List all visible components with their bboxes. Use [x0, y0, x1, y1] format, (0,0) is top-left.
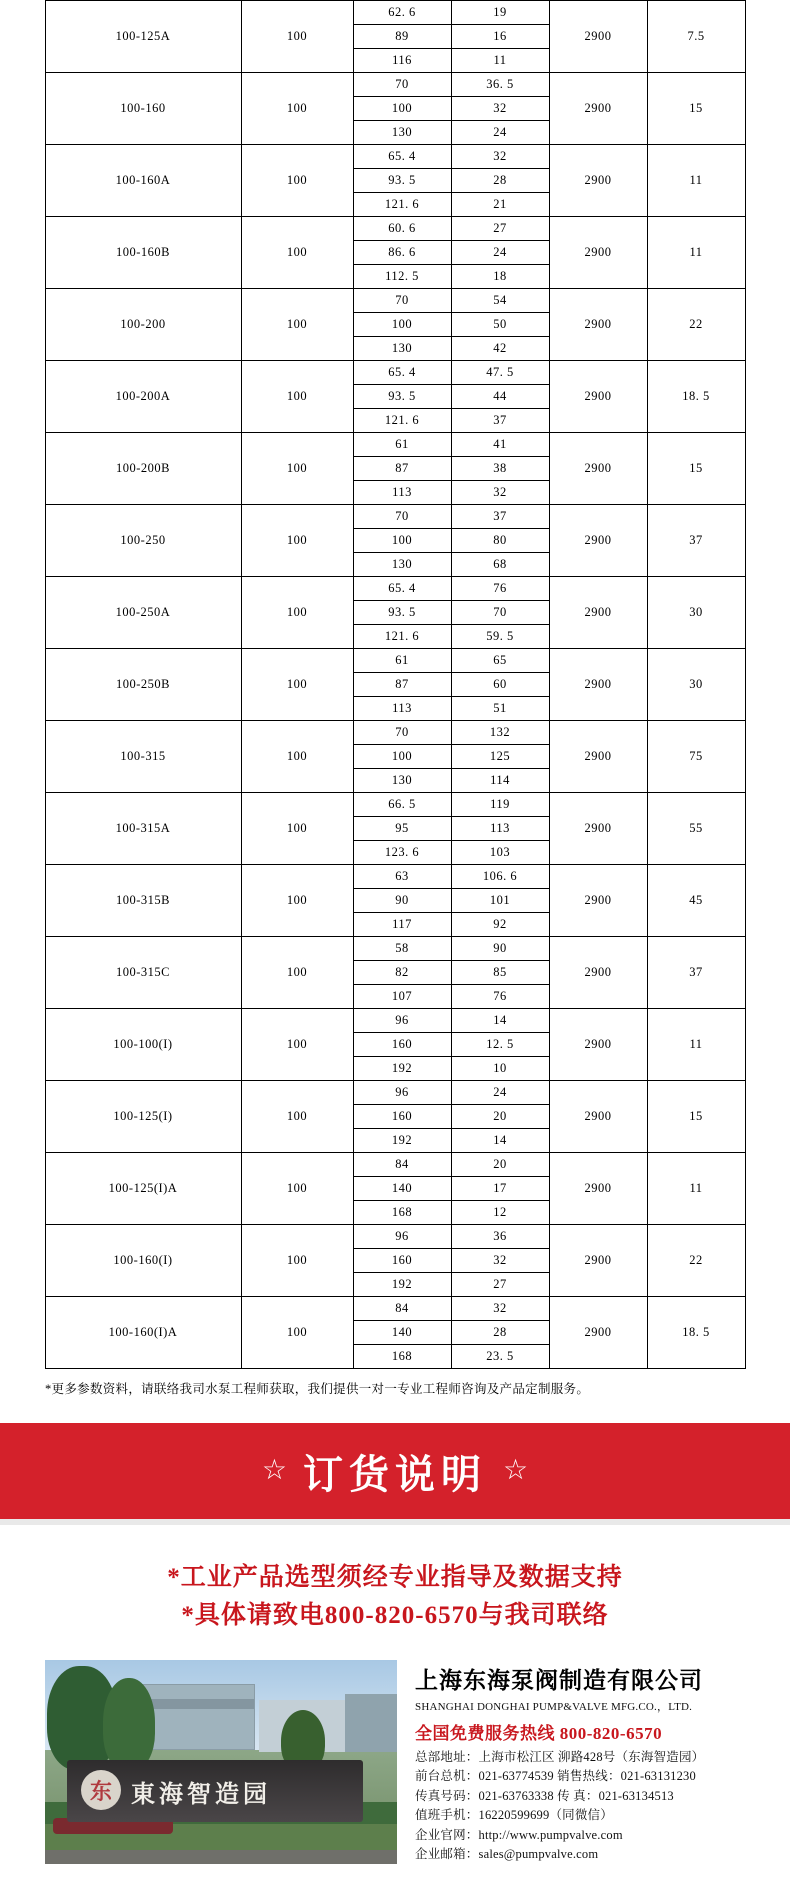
- cell-power: 7.5: [647, 1, 745, 73]
- cell-flow: 95: [353, 817, 451, 841]
- cell-head: 14: [451, 1129, 549, 1153]
- cell-head: 14: [451, 1009, 549, 1033]
- cell-flow: 168: [353, 1201, 451, 1225]
- cell-power: 30: [647, 649, 745, 721]
- cell-rpm: 2900: [549, 361, 647, 433]
- table-row: [45, 937, 745, 961]
- cell-flow: 70: [353, 73, 451, 97]
- cell-flow: 86. 6: [353, 241, 451, 265]
- cell-flow: 140: [353, 1177, 451, 1201]
- star-icon-left: ☆: [261, 1455, 287, 1486]
- cell-power: 22: [647, 289, 745, 361]
- cell-model: 100-250: [45, 505, 241, 577]
- cell-diameter: 100: [241, 217, 353, 289]
- cell-model: 100-125(I): [45, 1081, 241, 1153]
- cell-flow: 192: [353, 1129, 451, 1153]
- cell-diameter: 100: [241, 1009, 353, 1081]
- cell-model: 100-125A: [45, 1, 241, 73]
- cell-diameter: 100: [241, 505, 353, 577]
- cell-head: 85: [451, 961, 549, 985]
- table-row: [45, 649, 745, 673]
- cell-head: 132: [451, 721, 549, 745]
- cell-flow: 96: [353, 1225, 451, 1249]
- cell-model: 100-315B: [45, 865, 241, 937]
- cell-head: 17: [451, 1177, 549, 1201]
- cell-head: 16: [451, 25, 549, 49]
- cell-head: 113: [451, 817, 549, 841]
- cell-head: 18: [451, 265, 549, 289]
- cell-rpm: 2900: [549, 865, 647, 937]
- cell-diameter: 100: [241, 433, 353, 505]
- cell-head: 80: [451, 529, 549, 553]
- table-row: [45, 1, 745, 25]
- cell-flow: 100: [353, 529, 451, 553]
- cell-model: 100-250B: [45, 649, 241, 721]
- cell-flow: 113: [353, 481, 451, 505]
- cell-model: 100-125(I)A: [45, 1153, 241, 1225]
- company-contact-line: 值班手机：16220599699（同微信）: [415, 1808, 613, 1823]
- cell-flow: 121. 6: [353, 193, 451, 217]
- cell-power: 11: [647, 217, 745, 289]
- company-name-en: SHANGHAI DONGHAI PUMP&VALVE MFG.CO.，LTD.: [415, 1701, 693, 1713]
- company-contact-lines: [415, 1748, 745, 1864]
- cell-model: 100-315C: [45, 937, 241, 1009]
- cell-power: 30: [647, 577, 745, 649]
- cell-model: 100-100(I): [45, 1009, 241, 1081]
- cell-flow: 66. 5: [353, 793, 451, 817]
- cell-flow: 93. 5: [353, 385, 451, 409]
- table-row: [45, 361, 745, 385]
- cell-head: 114: [451, 769, 549, 793]
- company-info: [415, 1660, 745, 1864]
- photo-building-right: [345, 1694, 397, 1752]
- table-row: [45, 145, 745, 169]
- cell-rpm: 2900: [549, 505, 647, 577]
- table-row: [45, 1009, 745, 1033]
- company-hotline: 全国免费服务热线 800-820-6570: [415, 1724, 663, 1743]
- cell-diameter: 100: [241, 361, 353, 433]
- cell-head: 38: [451, 457, 549, 481]
- cell-head: 36: [451, 1225, 549, 1249]
- cell-diameter: 100: [241, 289, 353, 361]
- cell-diameter: 100: [241, 1, 353, 73]
- cell-flow: 100: [353, 745, 451, 769]
- cell-flow: 113: [353, 697, 451, 721]
- cell-power: 55: [647, 793, 745, 865]
- cell-head: 32: [451, 97, 549, 121]
- cell-model: 100-160A: [45, 145, 241, 217]
- cell-head: 20: [451, 1105, 549, 1129]
- cell-diameter: 100: [241, 1297, 353, 1369]
- cell-flow: 84: [353, 1297, 451, 1321]
- cell-head: 50: [451, 313, 549, 337]
- cell-rpm: 2900: [549, 1297, 647, 1369]
- cell-flow: 116: [353, 49, 451, 73]
- company-contact-line: 企业官网：http://www.pumpvalve.com: [415, 1827, 623, 1842]
- table-row: [45, 793, 745, 817]
- cell-diameter: 100: [241, 577, 353, 649]
- cell-flow: 96: [353, 1009, 451, 1033]
- cell-flow: 121. 6: [353, 625, 451, 649]
- cell-flow: 192: [353, 1057, 451, 1081]
- cell-head: 76: [451, 985, 549, 1009]
- cell-head: 103: [451, 841, 549, 865]
- cell-head: 70: [451, 601, 549, 625]
- cell-rpm: 2900: [549, 217, 647, 289]
- cell-head: 20: [451, 1153, 549, 1177]
- cell-head: 12: [451, 1201, 549, 1225]
- cell-diameter: 100: [241, 865, 353, 937]
- cell-head: 119: [451, 793, 549, 817]
- company-contact-line: 总部地址：上海市松江区 泖路428号（东海智造园）: [415, 1750, 705, 1764]
- table-row: [45, 1225, 745, 1249]
- cell-flow: 65. 4: [353, 145, 451, 169]
- cell-diameter: 100: [241, 721, 353, 793]
- cell-flow: 117: [353, 913, 451, 937]
- cell-rpm: 2900: [549, 577, 647, 649]
- cell-head: 23. 5: [451, 1345, 549, 1369]
- cell-flow: 60. 6: [353, 217, 451, 241]
- cell-head: 101: [451, 889, 549, 913]
- cell-head: 28: [451, 1321, 549, 1345]
- cell-power: 45: [647, 865, 745, 937]
- cell-flow: 87: [353, 457, 451, 481]
- banner-title: 订货说明: [303, 1451, 487, 1497]
- cell-model: 100-160(I): [45, 1225, 241, 1297]
- cell-model: 100-250A: [45, 577, 241, 649]
- order-notes: [0, 1525, 790, 1660]
- cell-head: 32: [451, 1297, 549, 1321]
- cell-flow: 140: [353, 1321, 451, 1345]
- cell-rpm: 2900: [549, 1081, 647, 1153]
- cell-flow: 130: [353, 121, 451, 145]
- cell-flow: 100: [353, 97, 451, 121]
- cell-head: 32: [451, 1249, 549, 1273]
- company-name-cn: 上海东海泵阀制造有限公司: [415, 1668, 703, 1693]
- cell-model: 100-315: [45, 721, 241, 793]
- cell-flow: 160: [353, 1033, 451, 1057]
- cell-rpm: 2900: [549, 793, 647, 865]
- cell-head: 41: [451, 433, 549, 457]
- cell-head: 44: [451, 385, 549, 409]
- photo-wall-text: 東海智造园: [131, 1782, 271, 1808]
- order-instructions-banner: [0, 1423, 790, 1519]
- cell-diameter: 100: [241, 1153, 353, 1225]
- table-row: [45, 289, 745, 313]
- cell-flow: 90: [353, 889, 451, 913]
- table-row: [45, 73, 745, 97]
- cell-flow: 63: [353, 865, 451, 889]
- cell-power: 18. 5: [647, 1297, 745, 1369]
- cell-power: 75: [647, 721, 745, 793]
- order-note-1: *工业产品选型须经专业指导及数据支持: [167, 1564, 623, 1591]
- company-logo-icon: 东: [81, 1770, 121, 1810]
- order-note-2: *具体请致电800-820-6570与我司联络: [181, 1601, 609, 1629]
- cell-head: 47. 5: [451, 361, 549, 385]
- cell-flow: 87: [353, 673, 451, 697]
- cell-flow: 84: [353, 1153, 451, 1177]
- cell-head: 125: [451, 745, 549, 769]
- company-contact-line: 前台总机：021-63774539 销售热线：021-63131230: [415, 1769, 696, 1784]
- cell-power: 37: [647, 937, 745, 1009]
- cell-model: 100-160B: [45, 217, 241, 289]
- cell-head: 37: [451, 505, 549, 529]
- cell-head: 65: [451, 649, 549, 673]
- table-row: [45, 577, 745, 601]
- cell-head: 11: [451, 49, 549, 73]
- cell-rpm: 2900: [549, 1009, 647, 1081]
- table-row: [45, 1297, 745, 1321]
- cell-head: 32: [451, 481, 549, 505]
- cell-diameter: 100: [241, 793, 353, 865]
- cell-rpm: 2900: [549, 649, 647, 721]
- cell-flow: 130: [353, 553, 451, 577]
- cell-flow: 61: [353, 649, 451, 673]
- cell-head: 24: [451, 121, 549, 145]
- cell-rpm: 2900: [549, 73, 647, 145]
- cell-head: 27: [451, 217, 549, 241]
- cell-head: 24: [451, 1081, 549, 1105]
- cell-flow: 123. 6: [353, 841, 451, 865]
- cell-rpm: 2900: [549, 937, 647, 1009]
- cell-rpm: 2900: [549, 1, 647, 73]
- cell-head: 37: [451, 409, 549, 433]
- cell-diameter: 100: [241, 1225, 353, 1297]
- cell-head: 19: [451, 1, 549, 25]
- cell-head: 32: [451, 145, 549, 169]
- table-row: [45, 1081, 745, 1105]
- table-footnote: *更多参数资料，请联络我司水泵工程师获取，我们提供一对一专业工程师咨询及产品定制服务。: [45, 1382, 590, 1396]
- cell-rpm: 2900: [549, 289, 647, 361]
- cell-head: 36. 5: [451, 73, 549, 97]
- cell-model: 100-200B: [45, 433, 241, 505]
- cell-flow: 93. 5: [353, 601, 451, 625]
- cell-flow: 160: [353, 1249, 451, 1273]
- cell-flow: 130: [353, 769, 451, 793]
- cell-head: 27: [451, 1273, 549, 1297]
- cell-power: 15: [647, 73, 745, 145]
- cell-flow: 160: [353, 1105, 451, 1129]
- cell-flow: 70: [353, 505, 451, 529]
- cell-power: 15: [647, 433, 745, 505]
- cell-rpm: 2900: [549, 145, 647, 217]
- table-row: [45, 217, 745, 241]
- cell-power: 37: [647, 505, 745, 577]
- cell-head: 10: [451, 1057, 549, 1081]
- cell-power: 22: [647, 1225, 745, 1297]
- table-row: [45, 505, 745, 529]
- photo-entrance-wall: [67, 1760, 363, 1822]
- cell-power: 11: [647, 1153, 745, 1225]
- cell-flow: 70: [353, 721, 451, 745]
- cell-diameter: 100: [241, 649, 353, 721]
- cell-head: 51: [451, 697, 549, 721]
- cell-flow: 192: [353, 1273, 451, 1297]
- cell-head: 68: [451, 553, 549, 577]
- cell-head: 54: [451, 289, 549, 313]
- table-row: [45, 433, 745, 457]
- cell-head: 21: [451, 193, 549, 217]
- cell-model: 100-200A: [45, 361, 241, 433]
- cell-flow: 112. 5: [353, 265, 451, 289]
- cell-flow: 107: [353, 985, 451, 1009]
- cell-rpm: 2900: [549, 721, 647, 793]
- star-icon-right: ☆: [503, 1455, 529, 1486]
- cell-rpm: 2900: [549, 1225, 647, 1297]
- cell-diameter: 100: [241, 937, 353, 1009]
- cell-power: 18. 5: [647, 361, 745, 433]
- cell-power: 11: [647, 1009, 745, 1081]
- cell-head: 92: [451, 913, 549, 937]
- cell-power: 11: [647, 145, 745, 217]
- cell-rpm: 2900: [549, 1153, 647, 1225]
- cell-flow: 82: [353, 961, 451, 985]
- cell-flow: 70: [353, 289, 451, 313]
- company-contact-line: 企业邮箱：sales@pumpvalve.com: [415, 1846, 599, 1861]
- cell-head: 106. 6: [451, 865, 549, 889]
- cell-head: 12. 5: [451, 1033, 549, 1057]
- cell-model: 100-200: [45, 289, 241, 361]
- footer: [45, 1660, 745, 1894]
- cell-head: 24: [451, 241, 549, 265]
- cell-rpm: 2900: [549, 433, 647, 505]
- cell-model: 100-160: [45, 73, 241, 145]
- cell-power: 15: [647, 1081, 745, 1153]
- cell-flow: 93. 5: [353, 169, 451, 193]
- cell-flow: 61: [353, 433, 451, 457]
- cell-head: 59. 5: [451, 625, 549, 649]
- cell-diameter: 100: [241, 73, 353, 145]
- cell-diameter: 100: [241, 145, 353, 217]
- photo-tree-mid: [103, 1678, 155, 1770]
- cell-flow: 65. 4: [353, 361, 451, 385]
- cell-flow: 65. 4: [353, 577, 451, 601]
- pump-spec-table: [45, 0, 746, 1369]
- cell-diameter: 100: [241, 1081, 353, 1153]
- cell-flow: 96: [353, 1081, 451, 1105]
- company-contact-line: 传真号码：021-63763338 传 真：021-63134513: [415, 1788, 674, 1803]
- table-row: [45, 1153, 745, 1177]
- cell-flow: 130: [353, 337, 451, 361]
- cell-head: 76: [451, 577, 549, 601]
- cell-flow: 168: [353, 1345, 451, 1369]
- cell-flow: 58: [353, 937, 451, 961]
- cell-head: 28: [451, 169, 549, 193]
- cell-model: 100-160(I)A: [45, 1297, 241, 1369]
- cell-flow: 62. 6: [353, 1, 451, 25]
- cell-flow: 121. 6: [353, 409, 451, 433]
- cell-head: 42: [451, 337, 549, 361]
- photo-road: [45, 1850, 397, 1864]
- table-row: [45, 865, 745, 889]
- factory-photo: [45, 1660, 397, 1864]
- cell-flow: 89: [353, 25, 451, 49]
- cell-head: 90: [451, 937, 549, 961]
- cell-flow: 100: [353, 313, 451, 337]
- table-row: [45, 721, 745, 745]
- cell-model: 100-315A: [45, 793, 241, 865]
- cell-head: 60: [451, 673, 549, 697]
